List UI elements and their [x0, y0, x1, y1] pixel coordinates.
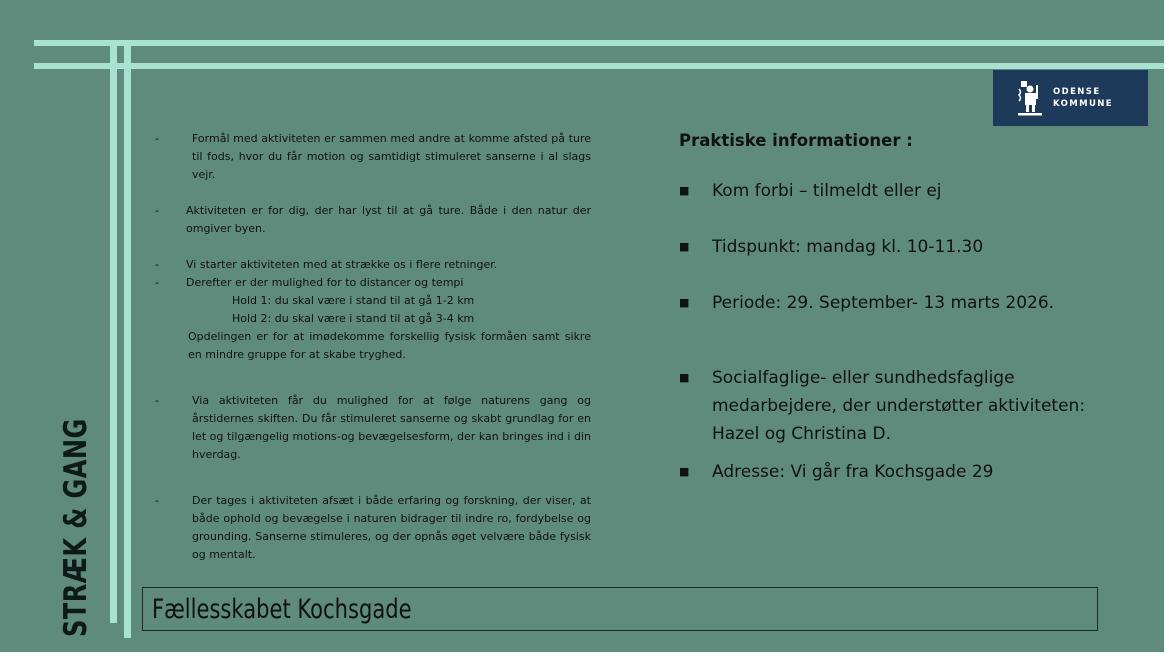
item-text: Der tages i aktiviteten afsæt i både erfaring og forskning, der viser, at både ophold og bevægelse i naturen bidrager til indre ro, fordybelse og grounding. Sanserne stimuleres, og der opnås øget velvære både fysisk og mentalt.: [192, 494, 591, 561]
practical-info: [679, 131, 1119, 486]
info-text: Periode: 29. September- 13 marts 2026.: [712, 293, 1055, 313]
info-item: [679, 233, 1119, 261]
practical-info-title: Praktiske informationer :: [679, 131, 913, 150]
footer-title: Fællesskabet Kochsgade: [152, 594, 412, 625]
list-item: [155, 392, 591, 464]
group-2-text: Hold 2: du skal være i stand til at gå 3-4 km: [232, 312, 475, 325]
odense-coat-of-arms-icon: [1017, 79, 1043, 117]
info-item: [679, 458, 1119, 486]
list-item: [155, 256, 591, 274]
item-text: Derefter er der mulighed for to distancer og tempi: [186, 276, 464, 289]
decorative-line-top-2: [34, 63, 1164, 69]
group-note: Opdelingen er for at imødekomme forskellig fysisk formåen samt sikre en mindre gruppe for at skabe tryghed.: [188, 330, 591, 361]
dash-bullet: -: [155, 276, 159, 289]
info-text: Kom forbi – tilmeldt eller ej: [712, 181, 942, 201]
info-text: Adresse: Vi går fra Kochsgade 29: [712, 462, 994, 482]
square-bullet-icon: ■: [679, 371, 690, 384]
item-text: Aktiviteten er for dig, der har lyst til at gå ture. Både i den natur der omgiver byen.: [186, 204, 591, 235]
list-item: [155, 492, 591, 564]
dash-bullet: -: [155, 494, 159, 507]
vertical-title: STRÆK & GANG: [58, 418, 94, 637]
list-item: [155, 202, 591, 238]
logo-text: [1053, 86, 1113, 110]
distance-groups: [155, 292, 591, 364]
info-text: Socialfaglige- eller sundhedsfaglige medarbejdere, der understøtter aktiviteten: Hazel og Christina D.: [712, 368, 1086, 444]
group-1-text: Hold 1: du skal være i stand til at gå 1-2 km: [232, 294, 475, 307]
decorative-line-vertical-2: [124, 40, 131, 638]
list-item: [155, 274, 591, 292]
info-item: [679, 289, 1119, 317]
footer-box: [142, 587, 1098, 631]
decorative-line-top: [34, 40, 1164, 46]
square-bullet-icon: ■: [679, 240, 690, 253]
dash-bullet: -: [155, 204, 159, 217]
logo-line-2: KOMMUNE: [1053, 99, 1113, 109]
item-text: Vi starter aktiviteten med at strække os i flere retninger.: [186, 258, 498, 271]
dash-bullet: -: [155, 258, 159, 271]
dash-bullet: -: [155, 394, 159, 407]
decorative-line-vertical: [110, 40, 117, 623]
activity-description: [155, 130, 591, 564]
list-item: [155, 130, 591, 184]
item-text: Via aktiviteten får du mulighed for at følge naturens gang og årstidernes skiften. Du får stimuleret sanserne og skabt grundlag for en let og tilgængelig motions-og bevægelsesform, der kan bringes ind i din hverdag.: [192, 394, 591, 461]
logo-line-1: ODENSE: [1053, 87, 1101, 97]
odense-kommune-logo: [993, 70, 1148, 126]
item-text: Formål med aktiviteten er sammen med andre at komme afsted på ture til fods, hvor du får motion og samtidigt stimuleret sanserne i al slags vejr.: [192, 132, 591, 181]
dash-bullet: -: [155, 132, 159, 145]
square-bullet-icon: ■: [679, 465, 690, 478]
info-item: [679, 177, 1119, 205]
info-item: [679, 364, 1119, 448]
square-bullet-icon: ■: [679, 296, 690, 309]
square-bullet-icon: ■: [679, 184, 690, 197]
info-text: Tidspunkt: mandag kl. 10-11.30: [712, 237, 984, 257]
